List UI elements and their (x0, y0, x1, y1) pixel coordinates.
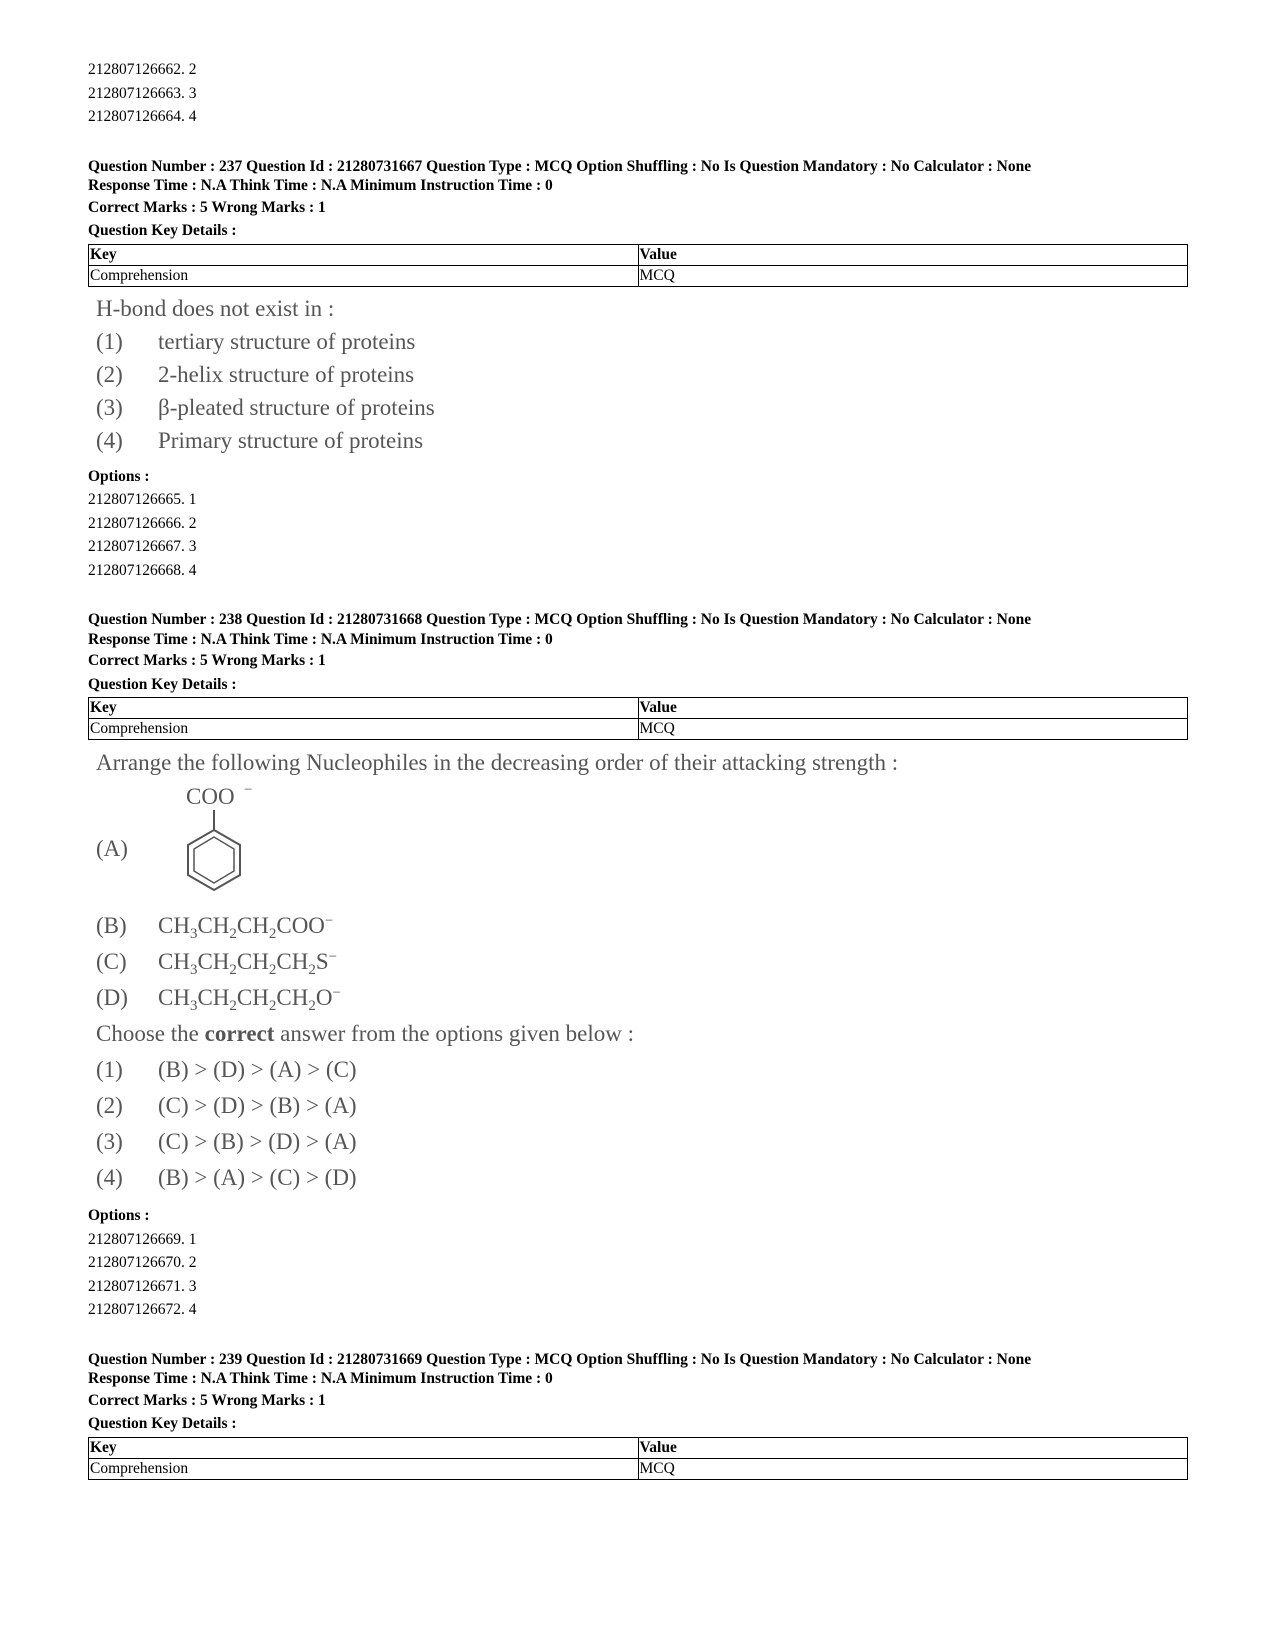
benzene-inner-ring (194, 837, 234, 883)
item-d: (D) $CH_3CH_2CH_2CH_2O^-$ (96, 985, 341, 1014)
option-line: 212807126665. 1 (88, 491, 197, 508)
question-meta-line: Question Number : 238 Question Id : 21280731668 Question Type : MCQ Option Shuffling : No Is Question Mandatory : No Calculator : None (88, 611, 1032, 628)
option-line: 212807126669. 1 (88, 1230, 197, 1248)
structure-a (96, 780, 1188, 908)
question-content (96, 293, 1188, 457)
options-list (88, 1204, 1188, 1322)
table-header-value: Value (638, 1437, 1188, 1458)
choice-item: (2) 2-helix structure of proteins (96, 361, 415, 387)
choose-instruction: Choose the correct answer from the options given below : (96, 1021, 635, 1046)
option-line: 212807126666. 2 (88, 514, 197, 532)
choice-item: (4) (B) > (A) > (C) > (D) (96, 1165, 357, 1190)
question-block-239 (88, 1350, 1188, 1480)
table-header-key: Key (89, 1437, 639, 1458)
charge-sign: − (244, 782, 253, 798)
table-cell-value: MCQ (638, 265, 1188, 286)
marks-line: Correct Marks : 5 Wrong Marks : 1 (88, 1391, 326, 1409)
choice-item: (1) tertiary structure of proteins (96, 328, 416, 354)
option-line: 212807126668. 4 (88, 561, 197, 579)
question-stem: Arrange the following Nucleophiles in the decreasing order of their attacking strength : (96, 750, 899, 775)
question-timing-line: Response Time : N.A Think Time : N.A Minimum Instruction Time : 0 (88, 630, 553, 648)
question-block-238 (88, 610, 1188, 1322)
table-cell-value: MCQ (638, 1458, 1188, 1479)
item-label: (A) (96, 836, 128, 861)
benzoate-structure (156, 780, 296, 908)
carboxylate-group-text: COO (186, 784, 235, 809)
table-cell-key: Comprehension (89, 1458, 639, 1479)
options-list (88, 465, 1188, 583)
table-header-key: Key (89, 698, 639, 719)
option-line: 212807126663. 3 (88, 84, 197, 102)
question-timing-line: Response Time : N.A Think Time : N.A Minimum Instruction Time : 0 (88, 1370, 553, 1387)
table-header-value: Value (638, 698, 1188, 719)
marks-line: Correct Marks : 5 Wrong Marks : 1 (88, 652, 326, 669)
question-content (96, 746, 1188, 1196)
key-details-table (88, 697, 1188, 740)
choice-item: (3) (C) > (B) > (D) > (A) (96, 1129, 357, 1154)
choice-item: (2) (C) > (D) > (B) > (A) (96, 1093, 357, 1118)
question-meta-line: Question Number : 239 Question Id : 21280731669 Question Type : MCQ Option Shuffling : No Is Question Mandatory : No Calculator : None (88, 1350, 1032, 1368)
table-cell-value: MCQ (638, 719, 1188, 740)
choice-item: (4) Primary structure of proteins (96, 427, 424, 453)
option-line: 212807126672. 4 (88, 1301, 197, 1318)
options-label: Options : (88, 1207, 150, 1224)
choice-item: (1) (B) > (D) > (A) > (C) (96, 1057, 357, 1082)
question-meta-line: Question Number : 237 Question Id : 21280731667 Question Type : MCQ Option Shuffling : No Is Question Mandatory : No Calculator : None (88, 157, 1032, 175)
document-page (88, 58, 1188, 1480)
option-line: 212807126671. 3 (88, 1277, 197, 1295)
option-line: 212807126664. 4 (88, 108, 197, 125)
table-header-key: Key (89, 244, 639, 265)
option-line: 212807126670. 2 (88, 1254, 197, 1271)
table-header-value: Value (638, 244, 1188, 265)
option-line: 212807126667. 3 (88, 538, 197, 555)
marks-line: Correct Marks : 5 Wrong Marks : 1 (88, 198, 326, 216)
choice-item: (3) β-pleated structure of proteins (96, 394, 435, 420)
key-details-table (88, 1437, 1188, 1480)
benzene-ring (188, 830, 240, 890)
question-timing-line: Response Time : N.A Think Time : N.A Minimum Instruction Time : 0 (88, 177, 553, 194)
key-details-table (88, 244, 1188, 287)
option-line: 212807126662. 2 (88, 61, 197, 78)
item-b: (B) $CH_3CH_2CH_2COO^-$ (96, 913, 334, 942)
key-details-label: Question Key Details : (88, 222, 237, 239)
previous-options (88, 58, 1188, 129)
question-stem: H-bond does not exist in : (96, 295, 335, 321)
question-block-237 (88, 157, 1188, 583)
key-details-label: Question Key Details : (88, 1415, 237, 1432)
options-label: Options : (88, 467, 150, 485)
item-c: (C) $CH_3CH_2CH_2CH_2S^-$ (96, 949, 338, 978)
key-details-label: Question Key Details : (88, 675, 237, 693)
table-cell-key: Comprehension (89, 719, 639, 740)
table-cell-key: Comprehension (89, 265, 639, 286)
